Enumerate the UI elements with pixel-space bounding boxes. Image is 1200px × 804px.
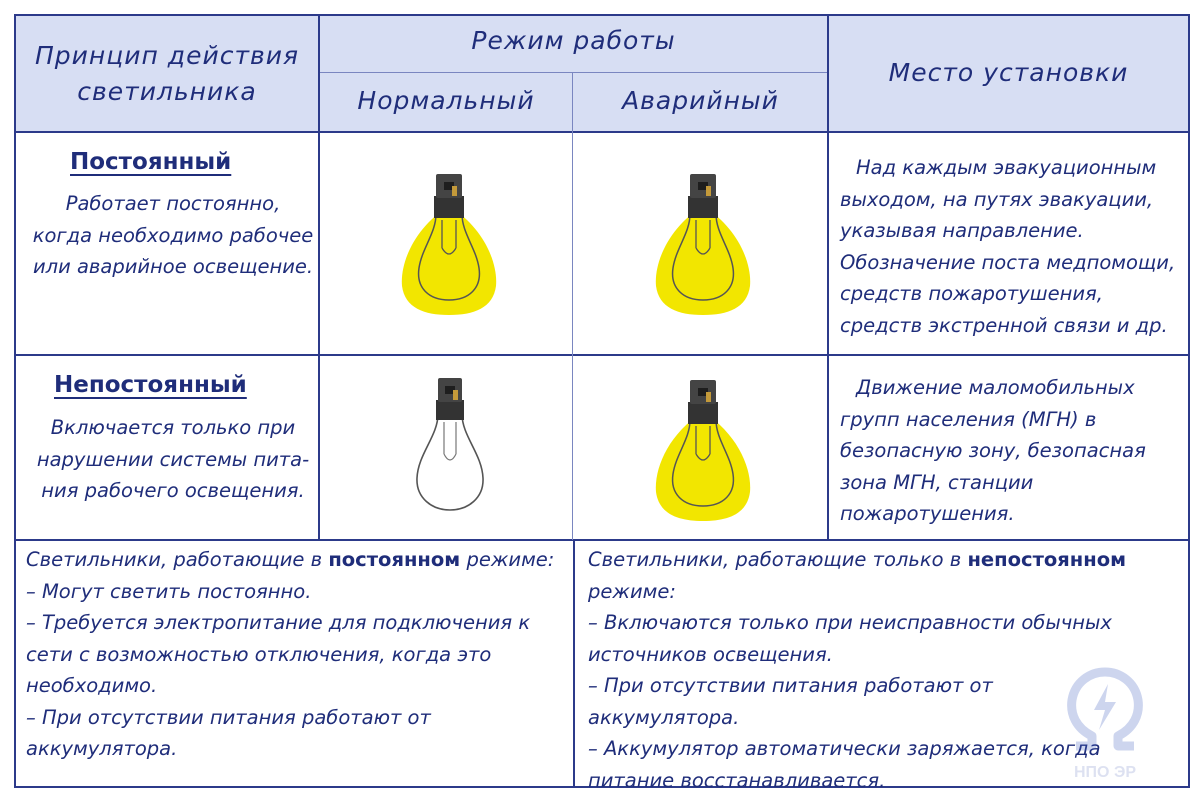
company-logo [1062,666,1148,782]
row-nonconstant-title: Непостоянный [54,372,247,398]
row-constant-place: Над каждым эвакуационным выходом, на путях эвакуации, указывая направление. Обозначение поста медпомощи, средств пожаротушения, средств экстренной связи и др. [840,156,1176,337]
row-constant-title: Постоянный [70,149,232,175]
header-place: Место установки [888,58,1129,87]
header-normal: Нормальный [357,86,535,115]
light-bulb-icon [412,374,488,514]
logo-text: НПО ЭР [1074,764,1136,781]
row-nonconstant-desc: Включается только при нарушении системы пита- ния рабочего освещения. [36,416,310,502]
row-nonconstant-place: Движение маломобильных групп населения (МГН) в безопасную зону, безопасная зона МГН, станции пожаротушения. [840,376,1146,525]
header-emergency: Аварийный [622,86,779,115]
header-mode: Режим работы [471,26,676,55]
lighting-table [14,14,1190,792]
lightning-omega-icon [1062,666,1148,758]
light-bulb-icon [648,374,758,524]
header-principle: Принцип действия светильника [34,41,300,106]
light-bulb-icon [648,168,758,318]
notes-nonconstant: Светильники, работающие только в непостоянном режиме: – Включаются только при неисправности обычных источников освещения. – При отсутствии питания работают от аккумулятора. – Аккумулятор автоматически заряжается, когда питание восстанавливается. [588,548,1127,792]
light-bulb-icon [394,168,504,318]
row-constant-desc: Работает постоянно, когда необходимо рабочее или аварийное освещение. [32,192,314,278]
notes-constant: Светильники, работающие в постоянном режиме: – Могут светить постоянно. – Требуется электропитание для подключения к сети с возможностью отключения, когда это необходимо. – При отсутствии питания работают от аккумулятора. [26,548,555,760]
